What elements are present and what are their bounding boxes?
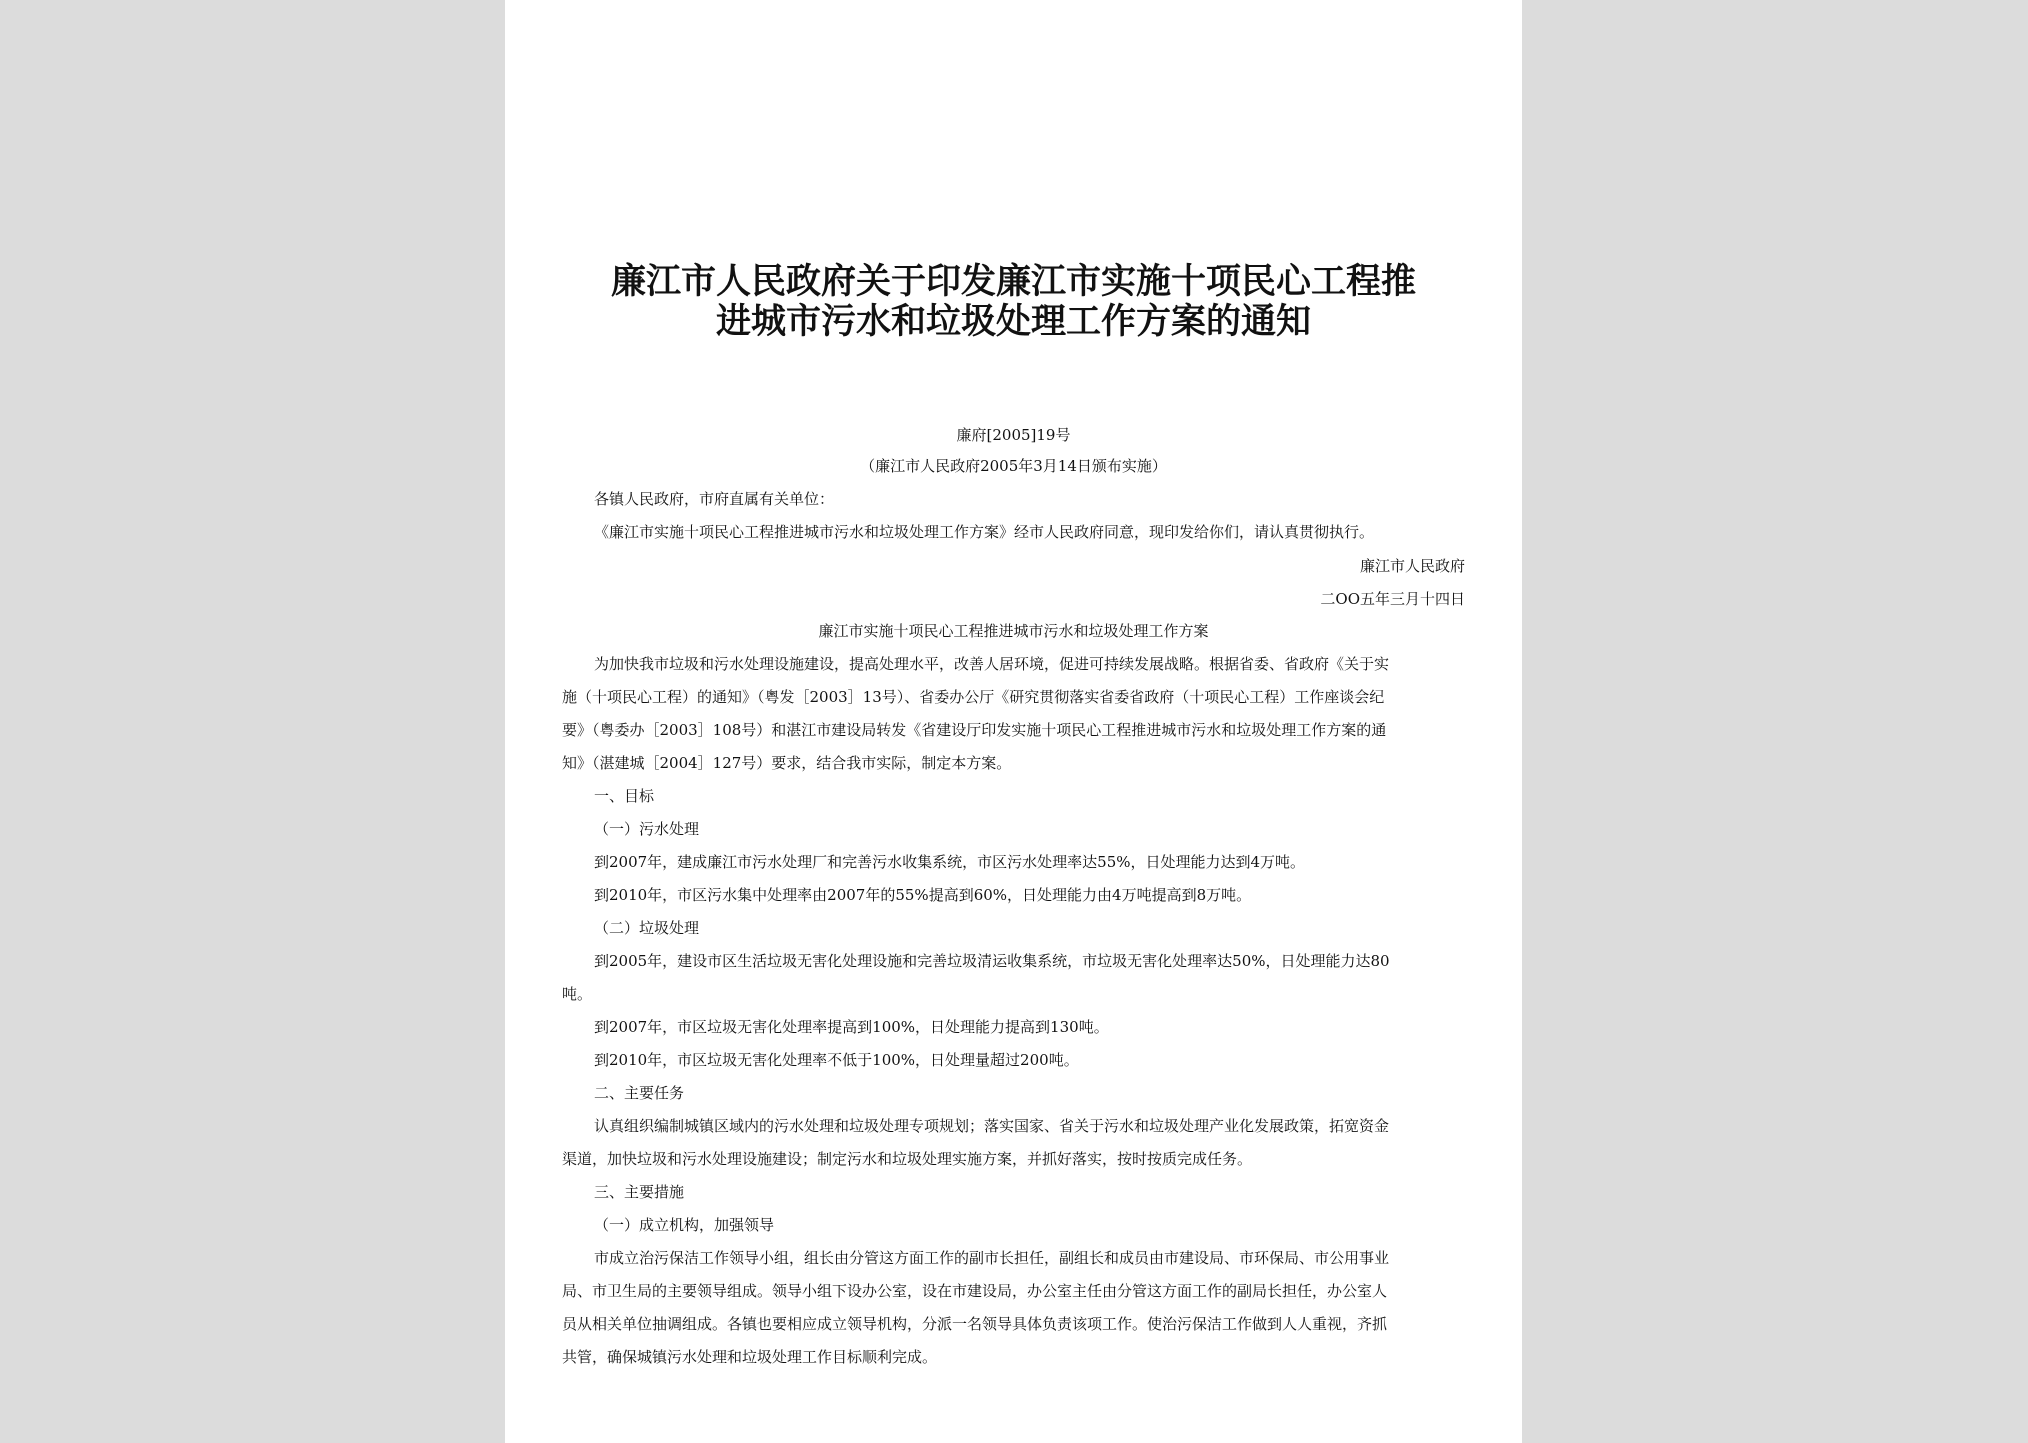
body-line: 渠道，加快垃圾和污水处理设施建设；制定污水和垃圾处理实施方案，并抓好落实，按时按质完成任务。	[562, 1150, 1253, 1168]
body-line: 到2010年，市区垃圾无害化处理率不低于100%，日处理量超过200吨。	[594, 1051, 1079, 1069]
body-line: 到2007年，建成廉江市污水处理厂和完善污水收集系统，市区污水处理率达55%，日处理能力达到4万吨。	[594, 853, 1306, 871]
subsection-heading: （二）垃圾处理	[594, 919, 700, 937]
body-line: 知》（湛建城［2004］127号）要求，结合我市实际，制定本方案。	[562, 754, 1012, 772]
body-line: 到2007年，市区垃圾无害化处理率提高到100%，日处理能力提高到130吨。	[594, 1018, 1109, 1036]
subsection-heading: （一）污水处理	[594, 820, 700, 838]
salutation: 各镇人民政府，市府直属有关单位：	[594, 490, 835, 508]
signature-date: 二OO五年三月十四日	[1320, 590, 1465, 608]
body-line: 市成立治污保洁工作领导小组，组长由分管这方面工作的副市长担任，副组长和成员由市建设局、市环保局、市公用事业	[594, 1249, 1390, 1267]
body-line: 局、市卫生局的主要领导组成。领导小组下设办公室，设在市建设局，办公室主任由分管这方面工作的副局长担任，办公室人	[562, 1282, 1388, 1300]
section-heading: 一、目标	[594, 787, 655, 805]
body-line: 施（十项民心工程）的通知》（粤发［2003］13号）、省委办公厅《研究贯彻落实省委省政府（十项民心工程）工作座谈会纪	[562, 688, 1385, 706]
body-line: 认真组织编制城镇区域内的污水处理和垃圾处理专项规划；落实国家、省关于污水和垃圾处理产业化发展政策，拓宽资金	[594, 1117, 1390, 1135]
title-line-1: 廉江市人民政府关于印发廉江市实施十项民心工程推	[610, 261, 1416, 302]
intro-paragraph: 《廉江市实施十项民心工程推进城市污水和垃圾处理工作方案》经市人民政府同意，现印发给你们，请认真贯彻执行。	[594, 523, 1375, 541]
body-line: 要》（粤委办［2003］108号）和湛江市建设局转发《省建设厅印发实施十项民心工程推进城市污水和垃圾处理工作方案的通	[562, 721, 1387, 739]
body-line: 共管，确保城镇污水处理和垃圾处理工作目标顺利完成。	[562, 1348, 938, 1366]
body-line: 到2010年，市区污水集中处理率由2007年的55%提高到60%，日处理能力由4万吨提高到8万吨。	[594, 886, 1252, 904]
body-line: 员从相关单位抽调组成。各镇也要相应成立领导机构，分派一名领导具体负责该项工作。使治污保洁工作做到人人重视，齐抓	[562, 1315, 1388, 1333]
section-heading: 二、主要任务	[594, 1084, 685, 1102]
body-line: 到2005年，建设市区生活垃圾无害化处理设施和完善垃圾清运收集系统，市垃圾无害化处理率达50%，日处理能力达80	[594, 952, 1390, 970]
plan-title: 廉江市实施十项民心工程推进城市污水和垃圾处理工作方案	[818, 622, 1209, 640]
body-line: 吨。	[562, 985, 593, 1003]
signature-org: 廉江市人民政府	[1359, 557, 1465, 575]
document-page	[505, 0, 1522, 1443]
subsection-heading: （一）成立机构，加强领导	[594, 1216, 775, 1234]
title-line-2: 进城市污水和垃圾处理工作方案的通知	[715, 301, 1311, 342]
body-line: 为加快我市垃圾和污水处理设施建设，提高处理水平，改善人居环境，促进可持续发展战略。根据省委、省政府《关于实	[594, 655, 1390, 673]
document-title	[505, 262, 1522, 342]
section-heading: 三、主要措施	[594, 1183, 685, 1201]
issued-note: （廉江市人民政府2005年3月14日颁布实施）	[860, 457, 1167, 475]
doc-number: 廉府[2005]19号	[956, 426, 1071, 444]
